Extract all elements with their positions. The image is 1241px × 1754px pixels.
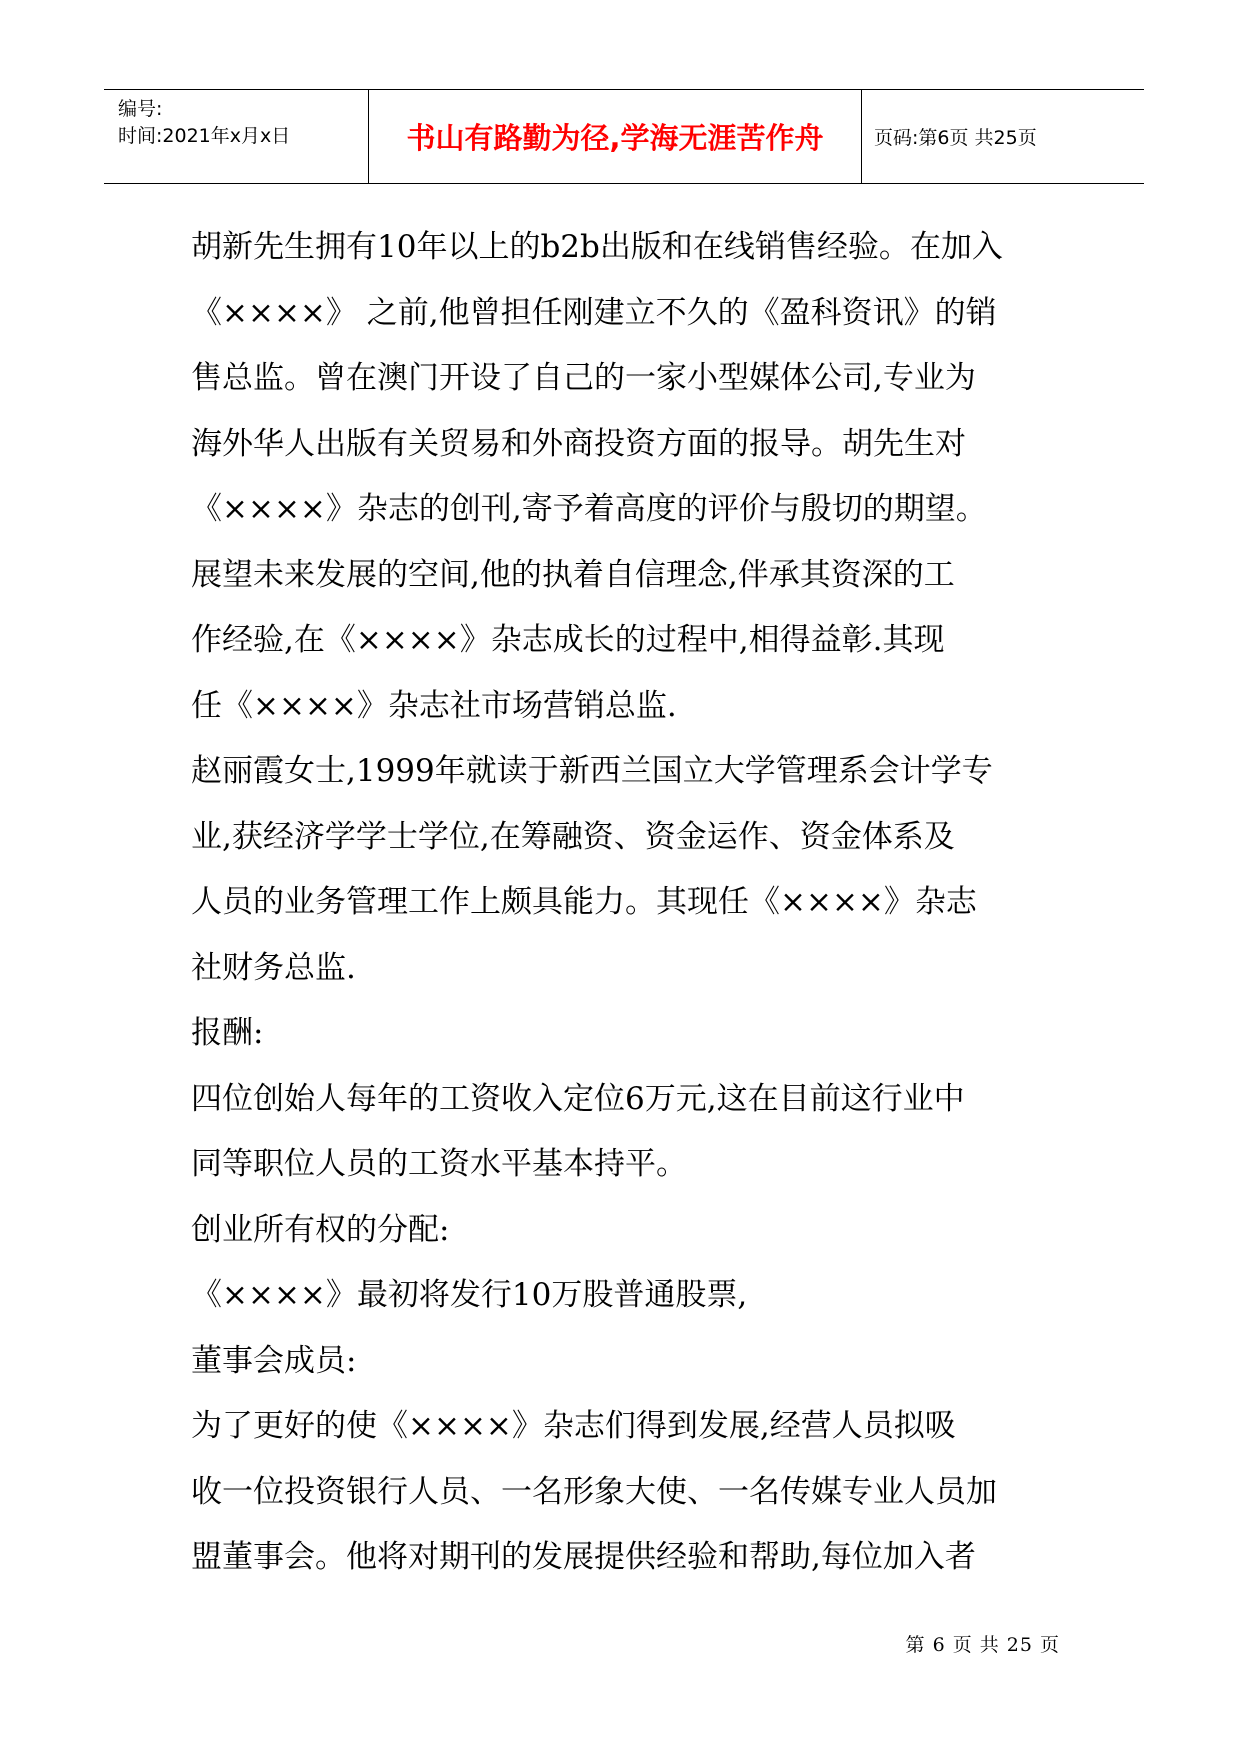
body-line: 收一位投资银行人员、一名形象大使、一名传媒专业人员加 bbox=[191, 1473, 997, 1510]
body-line: 业,获经济学学士学位,在筹融资、资金运作、资金体系及 bbox=[191, 818, 955, 855]
body-line: 同等职位人员的工资水平基本持平。 bbox=[191, 1146, 687, 1182]
body-line: 展望未来发展的空间,他的执着自信理念,伴承其资深的工 bbox=[191, 556, 955, 593]
page-footer: 第 6 页 共 25 页 bbox=[905, 1634, 1060, 1656]
body-line: 《××××》最初将发行10万股普通股票, bbox=[191, 1277, 748, 1313]
page-header bbox=[104, 89, 1144, 184]
document-time-label: 时间:2021年x月x日 bbox=[118, 125, 291, 147]
body-line: 作经验,在《××××》杂志成长的过程中,相得益彰.其现 bbox=[191, 622, 945, 658]
section-heading-board: 董事会成员: bbox=[191, 1342, 357, 1379]
header-page-number: 页码:第6页 共25页 bbox=[874, 127, 1037, 149]
body-line: 售总监。曾在澳门开设了自己的一家小型媒体公司,专业为 bbox=[191, 360, 976, 396]
header-divider-left bbox=[368, 90, 369, 183]
body-line: 《××××》杂志的创刊,寄予着高度的评价与殷切的期望。 bbox=[191, 491, 987, 527]
body-line: 任《××××》杂志社市场营销总监. bbox=[191, 687, 677, 724]
header-divider-right bbox=[861, 90, 862, 183]
section-heading-ownership: 创业所有权的分配: bbox=[191, 1211, 450, 1248]
section-heading-compensation: 报酬: bbox=[191, 1015, 264, 1051]
body-line: 人员的业务管理工作上颇具能力。其现任《××××》杂志 bbox=[191, 884, 977, 920]
header-motto: 书山有路勤为径,学海无涯苦作舟 bbox=[406, 121, 824, 155]
body-line: 社财务总监. bbox=[191, 949, 356, 986]
body-line: 海外华人出版有关贸易和外商投资方面的报导。胡先生对 bbox=[191, 425, 966, 462]
body-line: 《××××》 之前,他曾担任刚建立不久的《盈科资讯》的销 bbox=[191, 294, 997, 331]
body-line: 赵丽霞女士,1999年就读于新西兰国立大学管理系会计学专 bbox=[191, 753, 993, 789]
document-number-label: 编号: bbox=[118, 98, 163, 120]
body-line: 为了更好的使《××××》杂志们得到发展,经营人员拟吸 bbox=[191, 1408, 956, 1444]
document-body bbox=[191, 215, 1091, 1591]
body-line: 四位创始人每年的工资收入定位6万元,这在目前这行业中 bbox=[191, 1080, 965, 1117]
body-line: 盟董事会。他将对期刊的发展提供经验和帮助,每位加入者 bbox=[191, 1539, 976, 1575]
body-line: 胡新先生拥有10年以上的b2b出版和在线销售经验。在加入 bbox=[191, 229, 1003, 265]
